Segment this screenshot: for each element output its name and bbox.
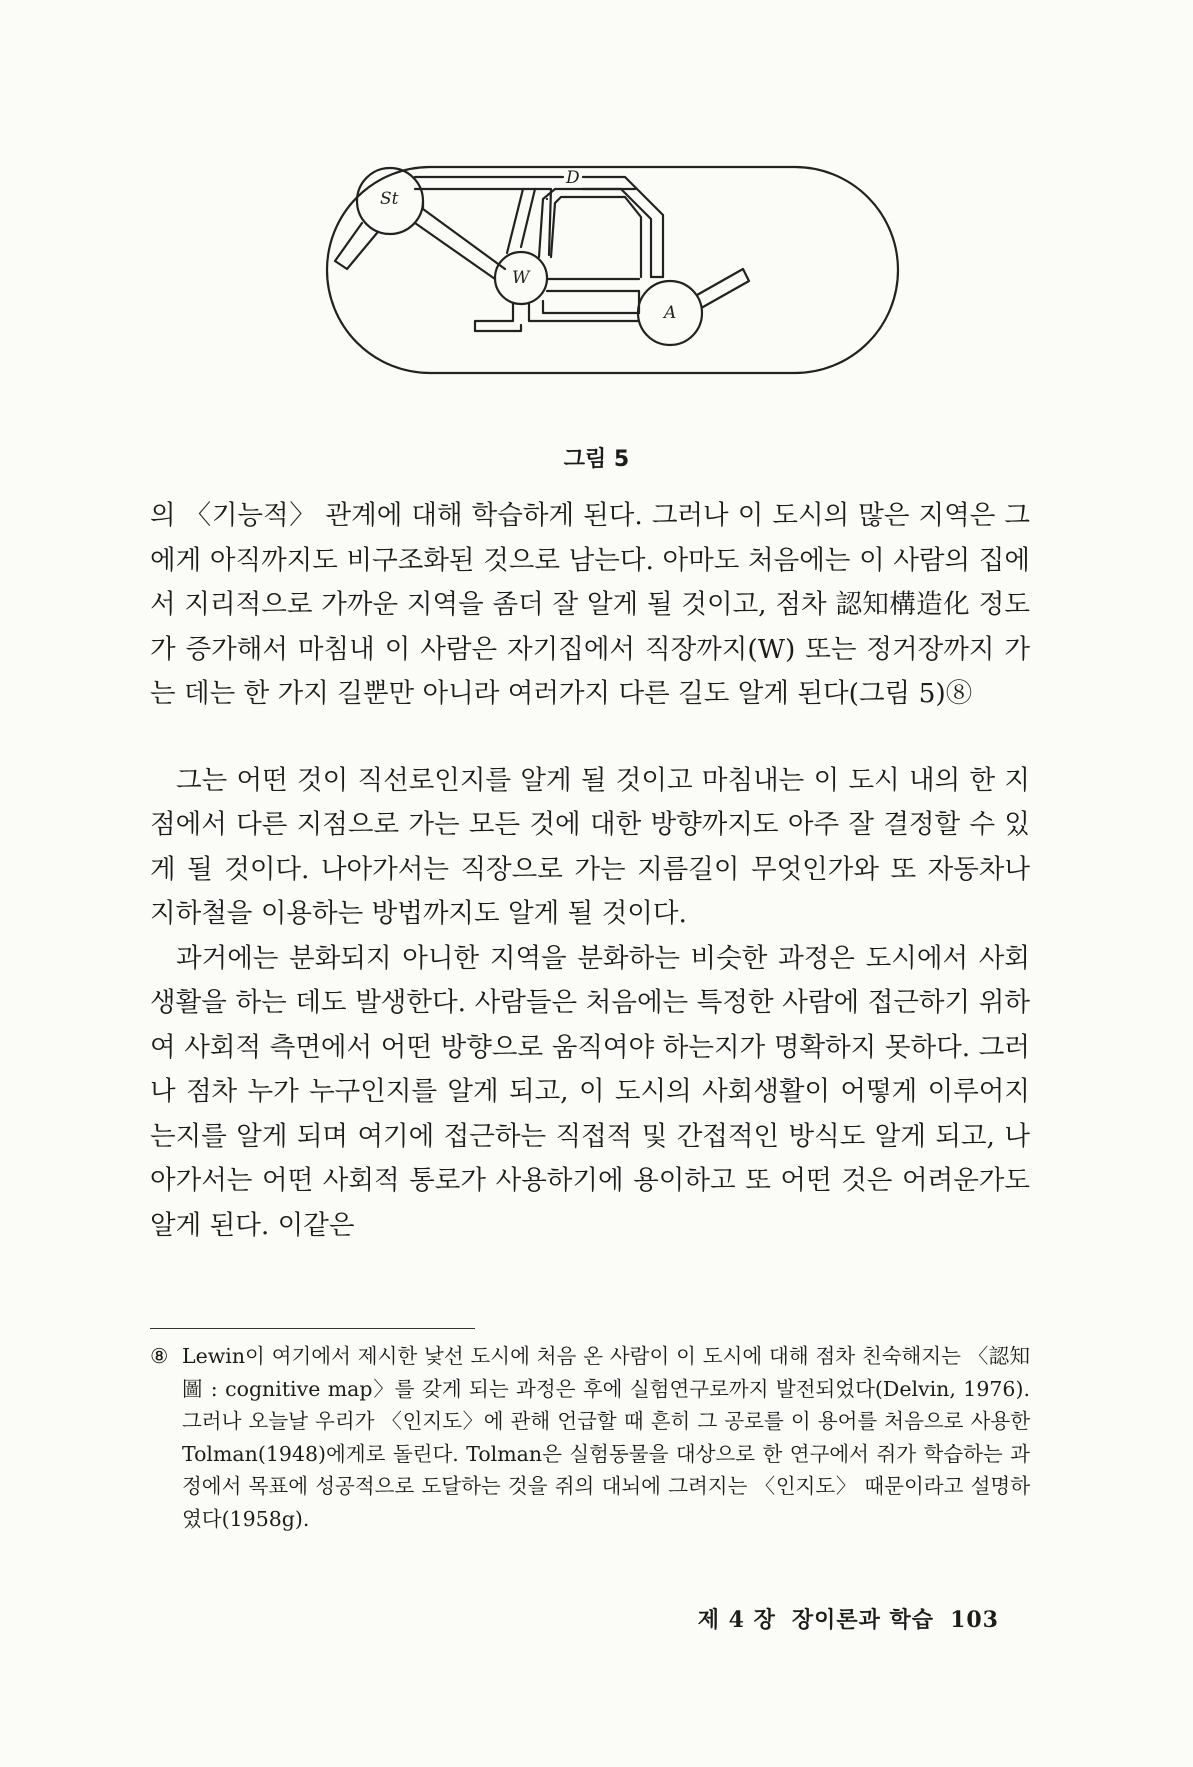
start-label: St xyxy=(380,189,399,209)
detour-label: D xyxy=(566,168,580,188)
work-label: W xyxy=(512,268,530,288)
page-footer xyxy=(682,1603,999,1634)
body-text xyxy=(150,494,1030,1248)
maze-figure xyxy=(325,165,900,435)
paragraph-2: 그는 어떤 것이 직선로인지를 알게 될 것이고 마침내는 이 도시 내의 한 지점에서 다른 지점으로 가는 모든 것에 대한 방향까지도 아주 잘 결정할 수 있게 될 것이다. 나아가서는 직장으로 가는 지름길이 무엇인가와 또 자동차나 지하철을 이용하는 방법까지도 알게 될 것이다. xyxy=(150,764,1030,929)
footnote-divider xyxy=(150,1328,475,1329)
goal-label: A xyxy=(664,303,677,323)
footnote xyxy=(150,1340,1030,1535)
paragraph-3: 과거에는 분화되지 아니한 지역을 분화하는 비슷한 과정은 도시에서 사회생활을 하는 데도 발생한다. 사람들은 처음에는 특정한 사람에 접근하기 위하여 사회적 측면에서 어떤 방향으로 움직여야 하는지가 명확하지 못하다. 그러나 점차 누가 누구인지를 알게 되고, 이 도시의 사회생활이 어떻게 이루어지는지를 알게 되며 여기에 접근하는 직접적 및 간접적인 방식도 알게 되고, 나아가서는 어떤 사회적 통로가 사용하기에 용이하고 또 어떤 것은 어려운가도 알게 된다. 이같은 xyxy=(150,942,1030,1241)
footer-title: 장이론과 학습 xyxy=(791,1607,935,1633)
paragraph-1: 의 〈기능적〉 관계에 대해 학습하게 된다. 그러나 이 도시의 많은 지역은 그에게 아직까지도 비구조화된 것으로 남는다. 아마도 처음에는 이 사람의 집에서 지리적으로 가까운 지역을 좀더 잘 알게 될 것이고, 점차 認知構造化 정도가 증가해서 마침내 이 사람은 자기집에서 직장까지(W) 또는 정거장까지 가는 데는 한 가지 길뿐만 아니라 여러가지 다른 길도 알게 된다(그림 5)⑧ xyxy=(150,500,1030,709)
footer-chapter: 제 4 장 xyxy=(697,1607,776,1633)
page-number: 103 xyxy=(950,1607,999,1633)
footnote-mark: ⑧ xyxy=(150,1344,169,1368)
figure-caption: 그림 5 xyxy=(563,447,630,472)
footnote-text: Lewin이 여기에서 제시한 낯선 도시에 처음 온 사람이 이 도시에 대해 점차 친숙해지는 〈認知圖 : cognitive map〉를 갖게 되는 과정은 후에 실험연구로까지 발전되었다(Delvin, 1976). 그러나 오늘날 우리가 〈인지도〉에 관해 언급할 때 흔히 그 공로를 이 용어를 처음으로 사용한 Tolman(1948)에게로 돌린다. Tolman은 실험동물을 대상으로 한 연구에서 쥐가 학습하는 과정에서 목표에 성공적으로 도달하는 것을 쥐의 대뇌에 그려지는 〈인지도〉 때문이라고 설명하였다(1958g). xyxy=(182,1344,1030,1531)
